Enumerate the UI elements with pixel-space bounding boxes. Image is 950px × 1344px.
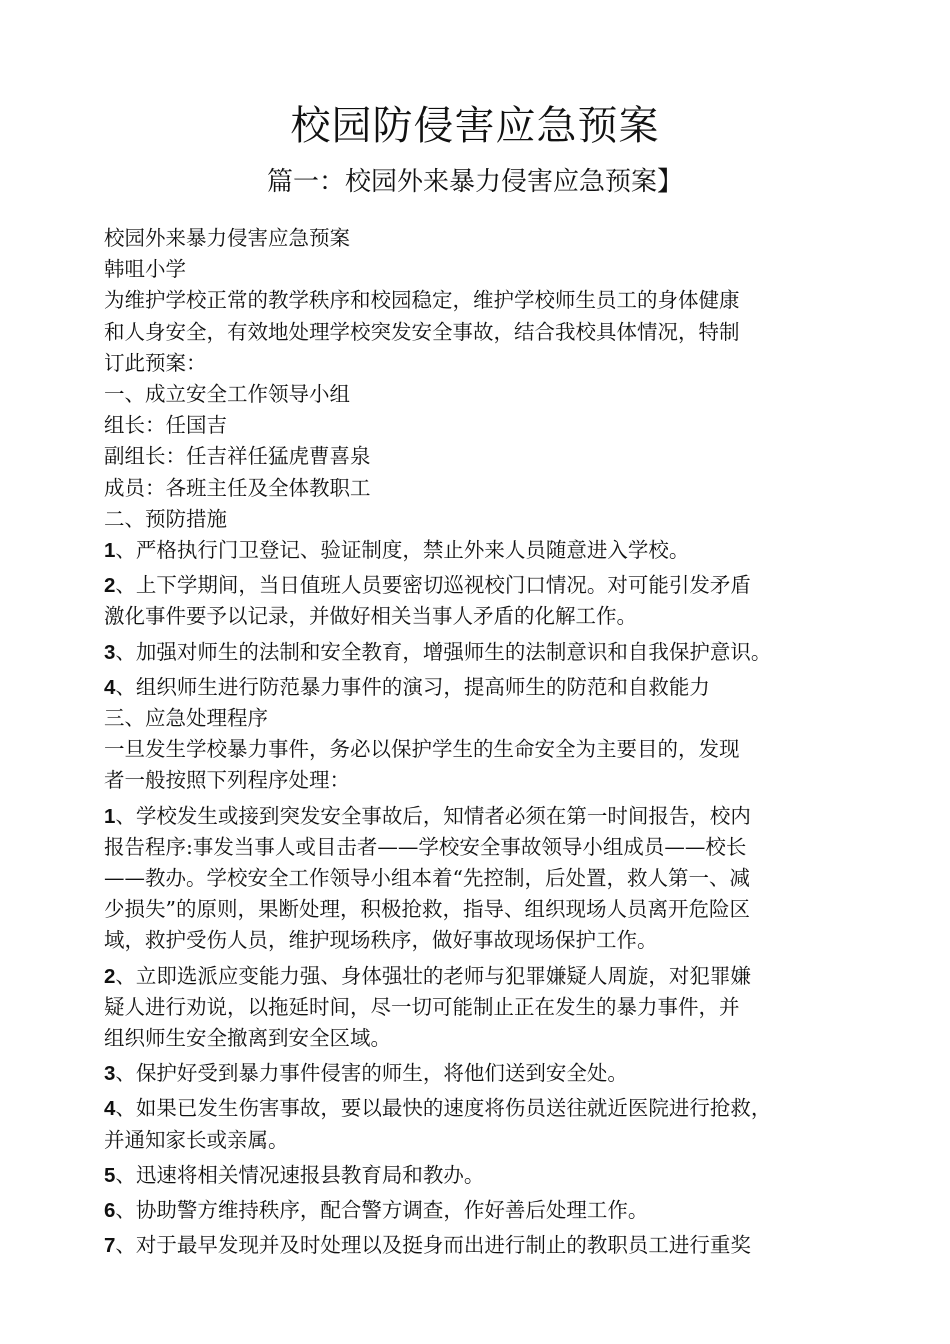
paragraph-line: [104, 348, 864, 379]
document-body: [104, 223, 864, 1262]
item-number: 4: [104, 675, 116, 699]
document-subtitle: 篇一：校园外来暴力侵害应急预案】: [266, 167, 683, 197]
numbered-paragraph-line: [104, 672, 864, 703]
paragraph-line: [104, 1023, 864, 1054]
numbered-paragraph-line: [104, 1093, 864, 1124]
line-text: 者一般按照下列程序处理：: [104, 768, 350, 793]
line-text: 、组织师生进行防范暴力事件的演习，提高师生的防范和自救能力: [115, 674, 710, 699]
paragraph-line: [104, 223, 864, 254]
line-text: 三、应急处理程序: [104, 706, 268, 731]
paragraph-line: [104, 925, 864, 956]
item-number: 2: [104, 964, 116, 988]
line-text: 为维护学校正常的教学秩序和校园稳定，维护学校师生员工的身体健康: [104, 288, 740, 313]
numbered-paragraph-line: [104, 1058, 864, 1089]
item-number: 6: [104, 1199, 116, 1223]
paragraph-line: [104, 863, 864, 894]
numbered-paragraph-line: [104, 1160, 864, 1191]
paragraph-line: [104, 894, 864, 925]
item-number: 1: [104, 539, 116, 563]
line-text: 成员：各班主任及全体教职工: [104, 475, 371, 500]
line-text: 域，救护受伤人员，维护现场秩序，做好事故现场保护工作。: [104, 928, 658, 953]
numbered-paragraph-line: [104, 535, 864, 566]
line-text: 、协助警方维持秩序，配合警方调查，作好善后处理工作。: [115, 1198, 649, 1223]
item-number: 4: [104, 1097, 116, 1121]
document-title: 校园防侵害应急预案: [290, 103, 660, 149]
paragraph-line: [104, 601, 864, 632]
paragraph-line: [104, 703, 864, 734]
line-text: 、严格执行门卫登记、验证制度，禁止外来人员随意进入学校。: [115, 538, 690, 563]
paragraph-line: [104, 254, 864, 285]
line-text: 、立即选派应变能力强、身体强壮的老师与犯罪嫌疑人周旋，对犯罪嫌: [115, 963, 751, 988]
line-text: 一、成立安全工作领导小组: [104, 382, 350, 407]
line-text: 组织师生安全撤离到安全区域。: [104, 1026, 391, 1051]
item-number: 2: [104, 574, 116, 598]
paragraph-line: [104, 765, 864, 796]
paragraph-line: [104, 379, 864, 410]
line-text: ——教办。学校安全工作领导小组本着“先控制，后处置，救人第一、减: [104, 866, 750, 891]
item-number: 3: [104, 640, 116, 664]
line-text: 、如果已发生伤害事故，要以最快的速度将伤员送往就近医院进行抢救，: [115, 1096, 772, 1121]
item-number: 1: [104, 804, 116, 828]
numbered-paragraph-line: [104, 570, 864, 601]
line-text: 、加强对师生的法制和安全教育，增强师生的法制意识和自我保护意识。: [115, 639, 772, 664]
paragraph-line: [104, 473, 864, 504]
paragraph-line: [104, 504, 864, 535]
item-number: 7: [104, 1234, 116, 1258]
line-text: 、上下学期间，当日值班人员要密切巡视校门口情况。对可能引发矛盾: [115, 573, 751, 598]
line-text: 组长：任国吉: [104, 413, 227, 438]
item-number: 5: [104, 1163, 116, 1187]
paragraph-line: [104, 832, 864, 863]
line-text: 校园外来暴力侵害应急预案: [104, 226, 350, 250]
paragraph-line: [104, 317, 864, 348]
paragraph-line: [104, 734, 864, 765]
paragraph-line: [104, 1125, 864, 1156]
line-text: 和人身安全，有效地处理学校突发安全事故，结合我校具体情况，特制: [104, 319, 740, 344]
numbered-paragraph-line: [104, 1195, 864, 1226]
line-text: 报告程序:事发当事人或目击者——学校安全事故领导小组成员——校长: [104, 834, 747, 859]
line-text: 少损失”的原则，果断处理，积极抢救，指导、组织现场人员离开危险区: [104, 897, 750, 922]
paragraph-line: [104, 285, 864, 316]
line-text: 、保护好受到暴力事件侵害的师生，将他们送到安全处。: [115, 1061, 628, 1086]
line-text: 、对于最早发现并及时处理以及挺身而出进行制止的教职员工进行重奖: [115, 1233, 751, 1258]
line-text: 一旦发生学校暴力事件，务必以保护学生的生命安全为主要目的，发现: [104, 737, 740, 762]
line-text: 韩咀小学: [104, 257, 186, 282]
numbered-paragraph-line: [104, 961, 864, 992]
line-text: 并通知家长或亲属。: [104, 1127, 289, 1152]
numbered-paragraph-line: [104, 801, 864, 832]
line-text: 疑人进行劝说，以拖延时间，尽一切可能制止正在发生的暴力事件，并: [104, 994, 740, 1019]
line-text: 、学校发生或接到突发安全事故后，知情者必须在第一时间报告，校内: [115, 803, 751, 828]
numbered-paragraph-line: [104, 1230, 864, 1261]
paragraph-line: [104, 410, 864, 441]
line-text: 、迅速将相关情况速报县教育局和教办。: [115, 1162, 485, 1187]
line-text: 订此预案：: [104, 350, 207, 375]
paragraph-line: [104, 992, 864, 1023]
line-text: 激化事件要予以记录，并做好相关当事人矛盾的化解工作。: [104, 604, 637, 629]
line-text: 二、预防措施: [104, 506, 227, 531]
line-text: 副组长：任吉祥任猛虎曹喜泉: [104, 444, 371, 469]
paragraph-line: [104, 441, 864, 472]
item-number: 3: [104, 1062, 116, 1086]
numbered-paragraph-line: [104, 637, 864, 668]
